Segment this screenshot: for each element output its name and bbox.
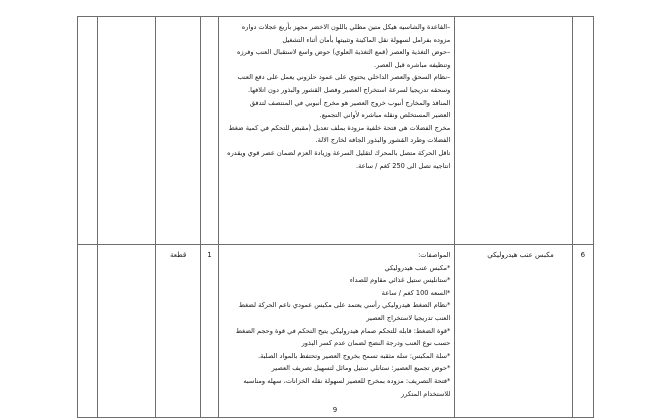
empty-cell bbox=[98, 17, 156, 245]
description-line: العنب تدريجيا لاستخراج العصير bbox=[366, 313, 451, 322]
description-line: وسحقه تدريجيا لسرعة استخراج العصير وفصل القشور والبذور دون اتلافها. bbox=[247, 85, 451, 94]
description-line: *السعه 100 كغم / ساعة bbox=[381, 288, 451, 297]
item-name-cell bbox=[455, 17, 572, 245]
description-line: *قوة الضغط: قابله للتحكم صمام هيدروليكي يتيح التحكم في قوة وحجم الضغط bbox=[235, 326, 451, 335]
item-name-text: مكبس عنب هيدروليكي bbox=[487, 251, 554, 259]
table-row bbox=[78, 17, 594, 245]
description-line: *ستانليس ستيل غذائي مقاوم للصداء bbox=[349, 276, 451, 285]
spec-table bbox=[77, 16, 594, 418]
description-line: انتاجيه تصل الى 250 كغم / ساعة. bbox=[355, 161, 451, 170]
description-line: مزوده بفرامل لسهولة نقل الماكينة وتثبيتها بأمان أثناء التشغيل bbox=[282, 35, 451, 44]
description-line: *سلة المكبس: سله مثقبه تسمح بخروج العصير وتحتفظ بالمواد الصلبة. bbox=[258, 351, 451, 360]
description-line: –نظام السحق والعصر الداخلي يحتوي على عمود حلزوني يعمل على دفع العنب bbox=[237, 73, 451, 82]
item-name-cell bbox=[455, 245, 572, 418]
description-line: –حوض التغذية والعصر (قمع التغذية العلوي) حوض واسع لاستقبال العنب وفرزه bbox=[236, 48, 451, 57]
page-number: 9 bbox=[332, 406, 338, 414]
description-cell bbox=[218, 17, 455, 245]
description-line: *مكبس عنب هيدروليكي bbox=[384, 263, 451, 272]
quantity-cell bbox=[201, 17, 218, 245]
empty-cell bbox=[78, 245, 98, 418]
item-number-cell bbox=[572, 17, 593, 245]
description-line: *نظام الضغط هيدروليكي رأسي يعتمد على مكبس عمودي ناعم الحركة لضغط bbox=[238, 301, 451, 310]
quantity-cell bbox=[201, 245, 218, 418]
description-line: ناقل الحركة متصل بالمحرك لتقليل السرعة وزيادة العزم لضمان عصر قوي ويقدره bbox=[227, 148, 451, 157]
description-line: وتنظيفه مباشره قبل العصر. bbox=[374, 60, 451, 69]
description-line: المواصفات: bbox=[418, 251, 451, 259]
description-line: للاستخدام المتكرر bbox=[401, 389, 451, 398]
description-line: المنافذ والمخارج أنبوب خروج العصير هو مخرج أنبوبي في المنتصف لتدفق bbox=[249, 98, 451, 107]
description-line: حسب نوع العنب ودرجة النضج لضمان عدم كسر البذور bbox=[301, 339, 451, 348]
unit-cell bbox=[155, 245, 201, 418]
item-number-cell bbox=[572, 245, 593, 418]
empty-cell bbox=[98, 245, 156, 418]
unit-cell bbox=[155, 17, 201, 245]
item-number-text: 6 bbox=[580, 251, 586, 259]
unit-text: قطعة bbox=[170, 251, 187, 259]
quantity-text: 1 bbox=[207, 251, 212, 259]
description-line: –القاعدة والشاسيه هيكل متين مطلي باللون الاخضر مجهز بأربع عجلات دواره bbox=[241, 23, 451, 31]
description-line: *حوض تجميع العصير: ستانلي ستيل ومائل لتسهيل تصريف العصير bbox=[271, 364, 451, 373]
table-row bbox=[78, 245, 594, 418]
description-line: العصير المستخلص ونقله مباشره لأواني التجميع. bbox=[319, 111, 451, 120]
empty-cell bbox=[78, 17, 98, 245]
description-cell bbox=[218, 245, 455, 418]
description-line: *فتحة التصريف: مزوده بمخرج للعصير لسهولة نقله الخزانات، سهله ومناسبه bbox=[243, 376, 451, 385]
description-line: الفضلات وطرد القشور والبذور الجافه لخارج الالة. bbox=[315, 136, 451, 145]
description-line: مخرج الفضلات هي فتحة خلفية مزودة بملف تعديل (مقبض للتحكم في كمية ضغط bbox=[228, 123, 451, 132]
